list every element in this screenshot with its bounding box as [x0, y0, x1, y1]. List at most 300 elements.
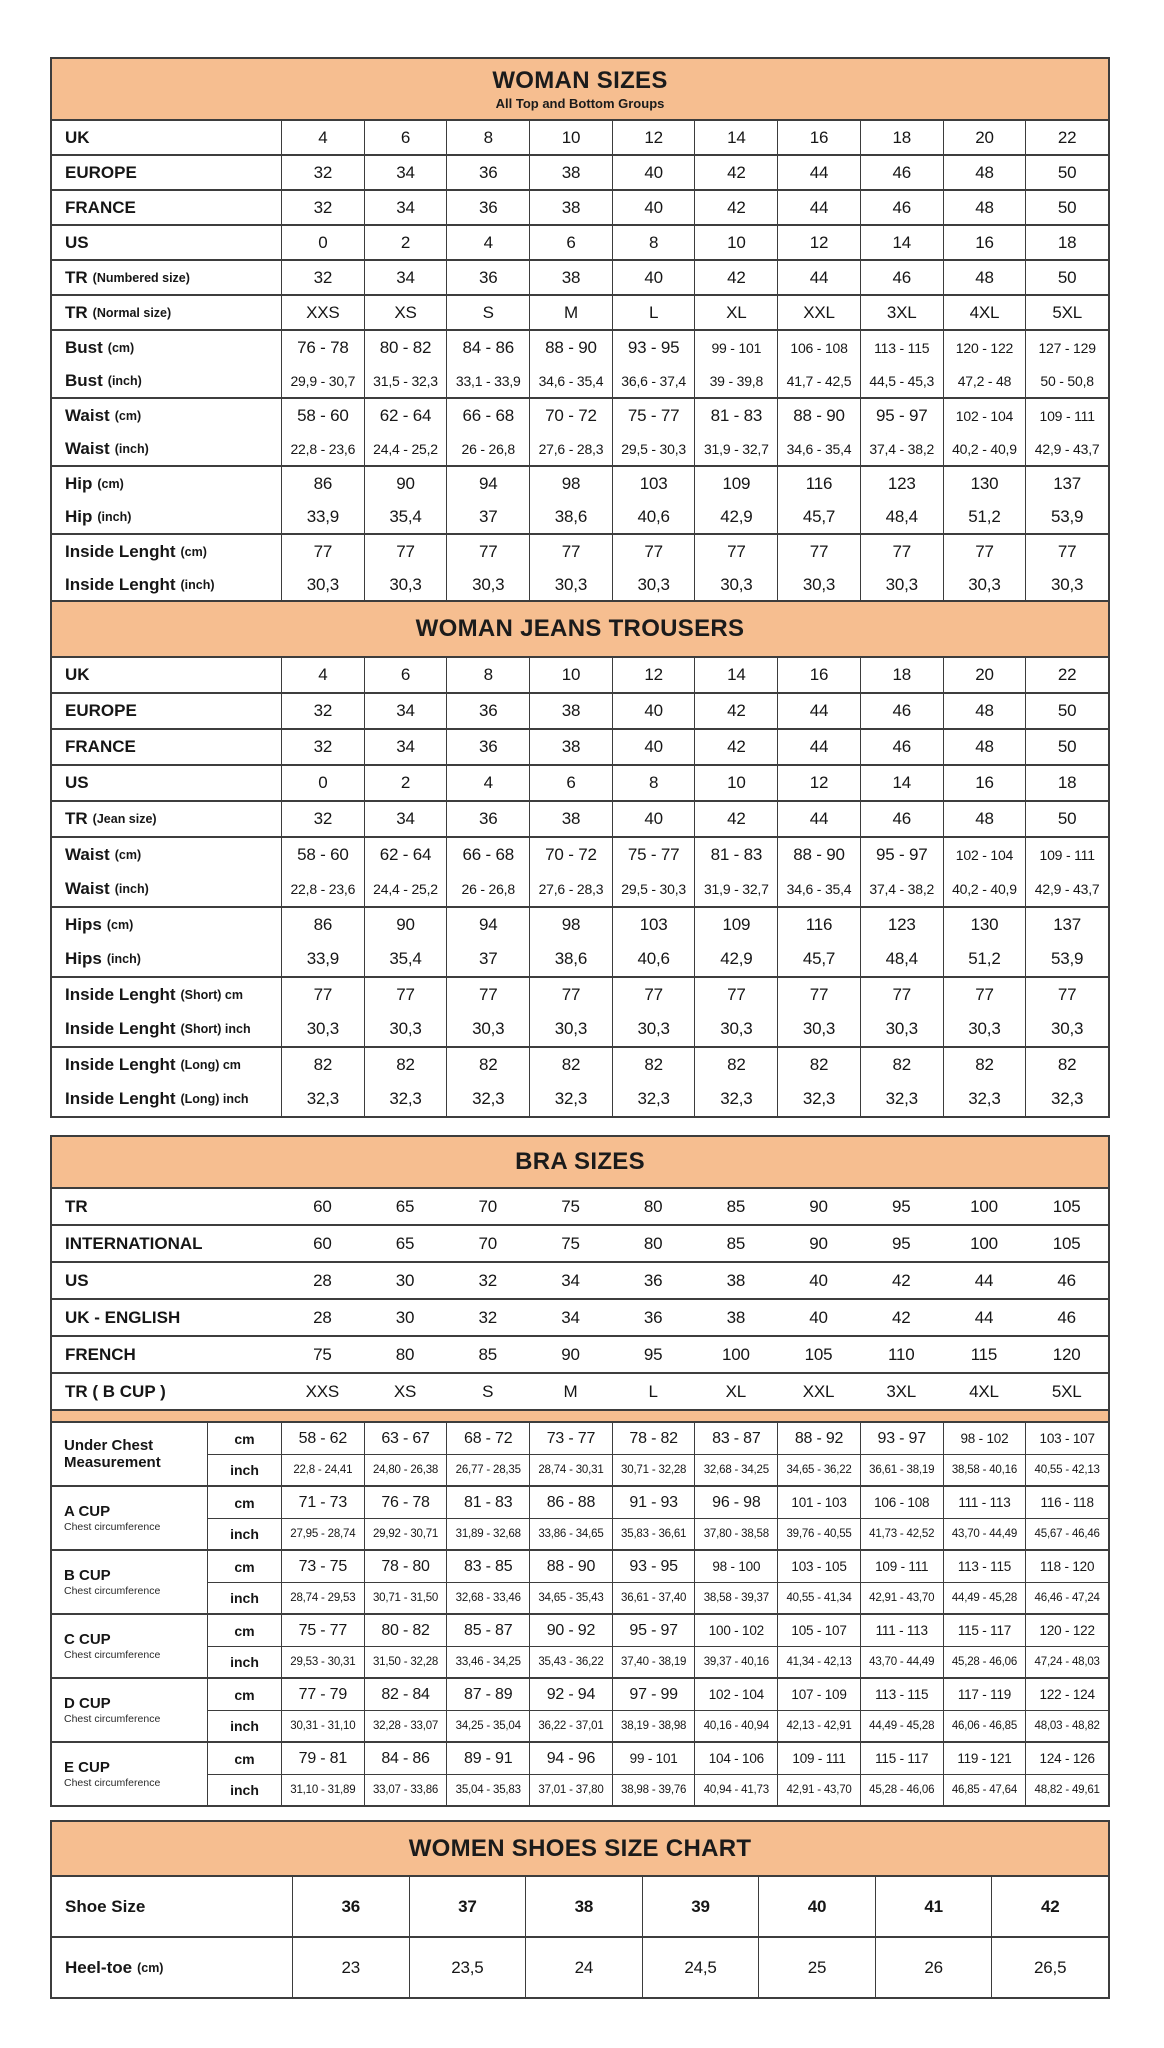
- row-label: [52, 1082, 281, 1116]
- row-label-text: Shoe Size: [65, 1896, 146, 1916]
- size-cell: 82 - 84: [364, 1679, 447, 1710]
- size-cell: 10: [529, 658, 612, 692]
- size-cell: 37: [446, 942, 529, 976]
- size-cell: 34,6 - 35,4: [529, 364, 612, 397]
- size-cell: 20: [943, 658, 1026, 692]
- size-cell: 122 - 124: [1025, 1679, 1108, 1710]
- size-cell: 53,9: [1025, 500, 1108, 533]
- size-cell: 36,61 - 38,19: [860, 1454, 943, 1485]
- size-cell: 46: [860, 694, 943, 728]
- table-row: [52, 694, 1108, 728]
- size-cell: 31,9 - 32,7: [694, 872, 777, 906]
- jeans-rows: [52, 658, 1108, 1116]
- size-cell: 82: [1025, 1048, 1108, 1082]
- size-cell: 39,76 - 40,55: [777, 1518, 860, 1549]
- size-cell: 48,82 - 49,61: [1025, 1774, 1108, 1805]
- row-group: [52, 764, 1108, 800]
- size-cell: 37: [446, 500, 529, 533]
- size-cell: 16: [777, 121, 860, 154]
- size-cell: 77: [529, 535, 612, 568]
- unit-label: inch: [207, 1774, 281, 1805]
- size-cell: 32,28 - 33,07: [364, 1710, 447, 1741]
- size-cell: 127 - 129: [1025, 331, 1108, 364]
- size-cell: 34: [364, 730, 447, 764]
- size-cell: 40: [612, 261, 695, 294]
- row-label-text: Waist: [65, 438, 110, 458]
- size-cell: 113 - 115: [943, 1551, 1026, 1582]
- size-cell: 82: [694, 1048, 777, 1082]
- cup-group-label: [52, 1743, 207, 1805]
- size-cell: 40: [612, 802, 695, 836]
- size-cell: 30,3: [529, 568, 612, 601]
- size-cell: 14: [694, 658, 777, 692]
- size-cell: 33,9: [281, 942, 364, 976]
- row-label-text: Bust: [65, 337, 103, 357]
- size-cell: 60: [313, 1196, 332, 1216]
- row-label-note: (inch): [180, 577, 215, 592]
- size-cell: 4XL: [943, 296, 1026, 329]
- size-cell: 32,3: [281, 1082, 364, 1116]
- size-cell: 111 - 113: [860, 1615, 943, 1646]
- size-cell: 77: [612, 978, 695, 1012]
- size-cell: 90: [809, 1233, 828, 1253]
- table-row: [52, 978, 1108, 1012]
- row-label: [52, 1877, 292, 1936]
- cup-group-label: [52, 1679, 207, 1741]
- size-cell: 105: [1052, 1233, 1081, 1253]
- size-cell: 75 - 77: [612, 838, 695, 872]
- row-group: [52, 465, 1108, 533]
- size-cell: 81 - 83: [446, 1487, 529, 1518]
- row-label-text: TR: [65, 1196, 88, 1216]
- cup-group-title: Under Chest Measurement: [64, 1437, 161, 1471]
- size-cell: 99 - 101: [694, 331, 777, 364]
- table-row: [52, 500, 1108, 533]
- size-cell: S: [482, 1381, 494, 1401]
- row-label: [52, 1938, 292, 1997]
- size-cell: 43,70 - 44,49: [943, 1518, 1026, 1549]
- size-cell: 103: [612, 908, 695, 942]
- size-cell: 42,91 - 43,70: [860, 1582, 943, 1613]
- size-cell: 4: [281, 658, 364, 692]
- size-cell: 23: [292, 1938, 409, 1997]
- size-cell: 123: [860, 467, 943, 500]
- row-group: [52, 800, 1108, 836]
- table-row: [52, 261, 1108, 294]
- cup-group-title: C CUP: [64, 1631, 111, 1648]
- size-cell: 38,6: [529, 942, 612, 976]
- size-cell: 77: [281, 978, 364, 1012]
- row-label-note: (Short) cm: [180, 988, 243, 1002]
- size-cell: 77: [529, 978, 612, 1012]
- size-cell: 34: [364, 156, 447, 189]
- table-row: [52, 432, 1108, 465]
- size-cell: 0: [281, 766, 364, 800]
- size-cell: 105: [804, 1344, 833, 1364]
- size-cell: 75: [561, 1196, 580, 1216]
- size-cell: 25: [758, 1938, 875, 1997]
- row-label-text: FRENCH: [65, 1344, 136, 1364]
- row-group: [52, 1261, 1108, 1298]
- row-group: [52, 1335, 1108, 1372]
- size-cell: 46: [1057, 1307, 1076, 1327]
- women-shoes-size-table: [50, 1820, 1110, 1999]
- table-row: [52, 908, 1108, 942]
- row-label-text: Heel-toe: [65, 1957, 133, 1977]
- size-cell: 40: [758, 1877, 875, 1936]
- size-cell: 26,77 - 28,35: [446, 1454, 529, 1485]
- cup-group-label: [52, 1423, 207, 1485]
- size-cell: 48: [943, 694, 1026, 728]
- row-label-text: EUROPE: [65, 701, 137, 720]
- size-cell: 3XL: [886, 1381, 917, 1401]
- table-row: [52, 1012, 1108, 1046]
- size-cell: 46: [1057, 1270, 1076, 1290]
- size-cell: 50 - 50,8: [1025, 364, 1108, 397]
- size-cell: 22,8 - 23,6: [281, 432, 364, 465]
- shoes-rows: [52, 1877, 1108, 1997]
- size-cell: 109 - 111: [860, 1551, 943, 1582]
- size-cell: 14: [694, 121, 777, 154]
- size-cell: 30,3: [281, 568, 364, 601]
- size-cell: 38: [529, 730, 612, 764]
- size-cell: 35,4: [364, 500, 447, 533]
- size-cell: 44: [974, 1270, 994, 1290]
- size-cell: 80: [643, 1233, 663, 1253]
- size-cell: 40: [809, 1270, 828, 1290]
- size-cell: 23,5: [409, 1938, 526, 1997]
- size-cell: 39: [642, 1877, 759, 1936]
- size-cell: 42: [891, 1270, 911, 1290]
- size-cell: 42: [991, 1877, 1108, 1936]
- row-group: [52, 906, 1108, 976]
- row-label: [52, 1189, 281, 1224]
- size-cell: 38: [529, 191, 612, 224]
- size-cell: 50: [1025, 802, 1108, 836]
- row-label-text: Hip: [65, 506, 93, 526]
- row-label: [52, 331, 281, 364]
- size-cell: L: [612, 296, 695, 329]
- size-cell: 38,6: [529, 500, 612, 533]
- size-cell: 119 - 121: [943, 1743, 1026, 1774]
- row-label-text: UK: [65, 127, 90, 147]
- size-cell: 46: [860, 802, 943, 836]
- row-label: [52, 261, 281, 294]
- size-cell: 62 - 64: [364, 838, 447, 872]
- size-cell: 48: [943, 191, 1026, 224]
- size-cell: 28: [313, 1270, 332, 1290]
- row-group: [52, 259, 1108, 294]
- unit-label: cm: [207, 1551, 281, 1582]
- row-label-text: Waist: [65, 845, 110, 864]
- size-cell: 24: [525, 1938, 642, 1997]
- size-cell: 35,04 - 35,83: [446, 1774, 529, 1805]
- size-cell: 8: [446, 121, 529, 154]
- row-label-note: (Short) inch: [180, 1022, 251, 1036]
- size-cell: 42,13 - 42,91: [777, 1710, 860, 1741]
- size-cell: 92 - 94: [529, 1679, 612, 1710]
- woman-sizes-table: [50, 57, 1110, 603]
- size-cell: 31,89 - 32,68: [446, 1518, 529, 1549]
- size-cell: 12: [777, 226, 860, 259]
- size-cell: 80 - 82: [364, 331, 447, 364]
- size-cell: 113 - 115: [860, 1679, 943, 1710]
- size-cell: 45,28 - 46,06: [943, 1646, 1026, 1677]
- size-cell: 30,3: [694, 568, 777, 601]
- size-cell: 46,85 - 47,64: [943, 1774, 1026, 1805]
- table-row: [52, 766, 1108, 800]
- size-cell: 39 - 39,8: [694, 364, 777, 397]
- size-cell: 42: [694, 261, 777, 294]
- row-label: [52, 226, 281, 259]
- size-cell: 36: [446, 261, 529, 294]
- size-cell: 38: [726, 1307, 746, 1327]
- size-cell: 77: [860, 978, 943, 1012]
- size-cell: M: [563, 1381, 578, 1401]
- size-cell: 95 - 97: [860, 838, 943, 872]
- size-cell: 77: [943, 978, 1026, 1012]
- size-cell: 70: [478, 1233, 497, 1253]
- size-cell: 77: [446, 535, 529, 568]
- size-cell: 32,3: [529, 1082, 612, 1116]
- row-label-text: US: [65, 232, 89, 252]
- size-cell: 82: [364, 1048, 447, 1082]
- size-cell: 105 - 107: [777, 1615, 860, 1646]
- size-cell: 103 - 107: [1025, 1423, 1108, 1454]
- size-cell: 42,9 - 43,7: [1025, 872, 1108, 906]
- row-label-note: (cm): [107, 340, 135, 355]
- size-cell: 4: [446, 766, 529, 800]
- size-cell: XL: [725, 1381, 747, 1401]
- table-row: [52, 1048, 1108, 1082]
- size-cell: 30,3: [529, 1012, 612, 1046]
- size-cell: 26: [875, 1938, 992, 1997]
- size-cell: 82: [943, 1048, 1026, 1082]
- table-title: WOMEN SHOES SIZE CHART: [408, 1834, 752, 1862]
- size-cell: 103 - 105: [777, 1551, 860, 1582]
- size-cell: 46: [860, 156, 943, 189]
- size-cell: 109 - 111: [1025, 838, 1108, 872]
- size-cell: 118 - 120: [1025, 1551, 1108, 1582]
- size-cell: XXS: [281, 296, 364, 329]
- row-label-text: UK - ENGLISH: [65, 1307, 181, 1327]
- size-cell: 48: [943, 156, 1026, 189]
- size-cell: 6: [364, 121, 447, 154]
- size-cell: 46,46 - 47,24: [1025, 1582, 1108, 1613]
- row-label-text: Inside Lenght: [65, 574, 176, 594]
- size-cell: 10: [694, 766, 777, 800]
- table-row: [52, 121, 1108, 154]
- size-cell: 24,5: [642, 1938, 759, 1997]
- size-cell: 32,3: [364, 1082, 447, 1116]
- table-title: WOMAN JEANS TROUSERS: [415, 615, 745, 642]
- size-cell: 33,86 - 34,65: [529, 1518, 612, 1549]
- row-label: [52, 399, 281, 432]
- size-cell: 48,4: [860, 500, 943, 533]
- cup-group-title: A CUP: [64, 1503, 111, 1520]
- row-group: [52, 1372, 1108, 1409]
- row-label: [52, 694, 281, 728]
- size-cell: 34,6 - 35,4: [777, 872, 860, 906]
- size-cell: 40: [612, 156, 695, 189]
- size-cell: 36,61 - 37,40: [612, 1582, 695, 1613]
- unit-label: cm: [207, 1679, 281, 1710]
- size-cell: 137: [1025, 908, 1108, 942]
- size-cell: 30,3: [612, 568, 695, 601]
- row-label: [52, 1337, 281, 1372]
- size-cell: 32,3: [860, 1082, 943, 1116]
- unit-label: inch: [207, 1646, 281, 1677]
- size-cell: 31,5 - 32,3: [364, 364, 447, 397]
- cup-group-label: [52, 1615, 207, 1677]
- jeans-header: [52, 602, 1108, 658]
- size-cell: 36,22 - 37,01: [529, 1710, 612, 1741]
- size-cell: 24,4 - 25,2: [364, 432, 447, 465]
- row-group: [52, 189, 1108, 224]
- size-cell: 38,98 - 39,76: [612, 1774, 695, 1805]
- size-cell: 45,28 - 46,06: [860, 1774, 943, 1805]
- size-cell: 32: [478, 1270, 497, 1290]
- cup-group-sublabel: Chest circumference: [64, 1713, 161, 1725]
- row-label-text: Waist: [65, 879, 110, 898]
- size-cell: 86: [281, 467, 364, 500]
- size-cell: 94: [446, 467, 529, 500]
- size-cell: 48,4: [860, 942, 943, 976]
- size-cell: 110: [887, 1344, 915, 1364]
- row-group: [52, 1936, 1108, 1997]
- size-cell: 30,3: [364, 568, 447, 601]
- row-group: [52, 1298, 1108, 1335]
- row-group: [52, 329, 1108, 397]
- size-cell: 82: [281, 1048, 364, 1082]
- row-label-text: TR: [65, 302, 88, 322]
- table-row: [52, 872, 1108, 906]
- table-row: [52, 191, 1108, 224]
- size-cell: 12: [777, 766, 860, 800]
- size-cell: 90: [561, 1344, 580, 1364]
- size-cell: 77: [1025, 978, 1108, 1012]
- row-label-text: TR: [65, 267, 88, 287]
- size-cell: 30,3: [860, 568, 943, 601]
- size-cell: 4: [446, 226, 529, 259]
- row-label: [52, 568, 281, 601]
- size-cell: 30,71 - 32,28: [612, 1454, 695, 1485]
- size-cell: 31,10 - 31,89: [281, 1774, 364, 1805]
- size-cell: 86 - 88: [529, 1487, 612, 1518]
- size-cell: 42,9: [694, 500, 777, 533]
- size-cell: 29,53 - 30,31: [281, 1646, 364, 1677]
- size-cell: 38: [529, 802, 612, 836]
- cup-group-sublabel: Chest circumference: [64, 1521, 161, 1533]
- size-cell: 82: [612, 1048, 695, 1082]
- size-cell: 30,3: [281, 1012, 364, 1046]
- size-cell: 32: [281, 694, 364, 728]
- size-cell: 116: [777, 908, 860, 942]
- size-cell: 10: [529, 121, 612, 154]
- size-cell: 97 - 99: [612, 1679, 695, 1710]
- size-cell: 98 - 100: [694, 1551, 777, 1582]
- cup-group-title: D CUP: [64, 1695, 111, 1712]
- size-cell: 36: [446, 191, 529, 224]
- size-cell: 37,80 - 38,58: [694, 1518, 777, 1549]
- size-cell: 48: [943, 261, 1026, 294]
- table-row: [52, 1300, 1108, 1335]
- row-label: [52, 658, 281, 692]
- bra-conversion-rows: [52, 1189, 1108, 1409]
- size-cell: 90: [809, 1196, 828, 1216]
- size-cell: 40,2 - 40,9: [943, 872, 1026, 906]
- cup-group-label: [52, 1487, 207, 1549]
- size-cell: 30,3: [943, 1012, 1026, 1046]
- size-cell: 28,74 - 29,53: [281, 1582, 364, 1613]
- size-cell: 32,3: [612, 1082, 695, 1116]
- row-label: [52, 156, 281, 189]
- size-cell: 42,91 - 43,70: [777, 1774, 860, 1805]
- size-cell: 14: [860, 766, 943, 800]
- size-cell: 40,55 - 41,34: [777, 1582, 860, 1613]
- size-cell: 36,6 - 37,4: [612, 364, 695, 397]
- size-cell: 94: [446, 908, 529, 942]
- size-cell: 76 - 78: [281, 331, 364, 364]
- size-cell: 35,83 - 36,61: [612, 1518, 695, 1549]
- size-cell: 100: [721, 1344, 750, 1364]
- row-label-text: Inside Lenght: [65, 1055, 176, 1074]
- size-cell: 33,46 - 34,25: [446, 1646, 529, 1677]
- size-cell: 46: [860, 261, 943, 294]
- size-cell: 102 - 104: [694, 1679, 777, 1710]
- cup-group: [52, 1423, 1108, 1485]
- size-cell: 42: [694, 191, 777, 224]
- size-cell: 115: [970, 1344, 998, 1364]
- size-cell: 5XL: [1051, 1381, 1082, 1401]
- size-cell: 77: [860, 535, 943, 568]
- bra-sizes-table: [50, 1135, 1110, 1807]
- size-cell: 77: [612, 535, 695, 568]
- size-cell: 50: [1025, 191, 1108, 224]
- cup-group: [52, 1741, 1108, 1805]
- row-label: [52, 364, 281, 397]
- row-label-text: TR: [65, 809, 88, 828]
- size-cell: 18: [1025, 766, 1108, 800]
- size-cell: 30,3: [364, 1012, 447, 1046]
- size-cell: 44: [777, 730, 860, 764]
- size-cell: 75 - 77: [612, 399, 695, 432]
- size-cell: 34: [364, 191, 447, 224]
- size-cell: S: [446, 296, 529, 329]
- row-label: [52, 191, 281, 224]
- cup-group: [52, 1485, 1108, 1549]
- table-row: [52, 1337, 1108, 1372]
- size-cell: 37,40 - 38,19: [612, 1646, 695, 1677]
- row-label-text: UK: [65, 665, 90, 684]
- size-cell: 66 - 68: [446, 838, 529, 872]
- size-cell: 30,3: [694, 1012, 777, 1046]
- size-cell: 26 - 26,8: [446, 872, 529, 906]
- size-cell: 80: [643, 1196, 663, 1216]
- size-cell: 30: [395, 1270, 415, 1290]
- size-cell: 36: [446, 802, 529, 836]
- table-subtitle: All Top and Bottom Groups: [495, 96, 665, 111]
- size-cell: 22: [1025, 658, 1108, 692]
- table-row: [52, 156, 1108, 189]
- size-cell: 77: [364, 535, 447, 568]
- row-label-text: US: [65, 773, 89, 792]
- size-cell: 120 - 122: [943, 331, 1026, 364]
- size-cell: 30,3: [943, 568, 1026, 601]
- size-cell: 120 - 122: [1025, 1615, 1108, 1646]
- size-cell: 88 - 90: [529, 1551, 612, 1582]
- size-cell: 50: [1025, 694, 1108, 728]
